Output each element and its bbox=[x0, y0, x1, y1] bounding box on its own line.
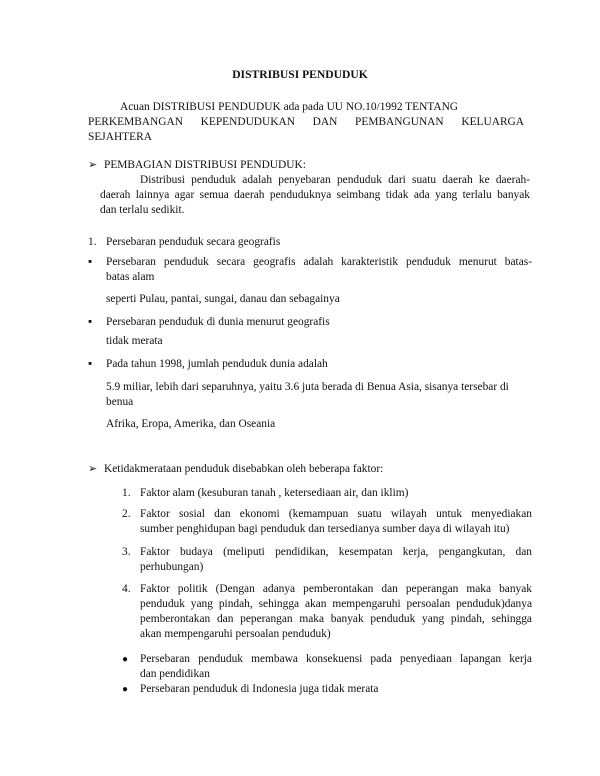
bullet-item bbox=[88, 255, 532, 285]
square-bullet-icon: ▪ bbox=[88, 316, 93, 328]
factor-line-2: sumber penghidupan bagi penduduk dan tersedianya sumber daya di wilayah itu) bbox=[140, 523, 510, 535]
bullet-line-1: Persebaran penduduk secara geografis adalah karakteristik penduduk menurut batas- bbox=[106, 256, 532, 268]
section-heading-pembagian bbox=[88, 158, 306, 173]
bullet-sub-text: tidak merata bbox=[106, 335, 163, 347]
factor-item-1 bbox=[122, 486, 532, 501]
definition-line-1: Distribusi penduduk adalah penyebaran penduduk dari suatu daerah ke daerah- bbox=[140, 174, 530, 186]
intro-line-3: SEJAHTERA bbox=[88, 131, 152, 143]
list-number: 1. bbox=[88, 236, 97, 248]
bullet-item bbox=[88, 315, 532, 330]
factor-line-1: Faktor budaya (meliputi pendidikan, kesempatan kerja, pengangkutan, dan bbox=[140, 546, 532, 558]
dot-bullet-item bbox=[122, 682, 532, 697]
dot-line-1: Persebaran penduduk membawa konsekuensi pada penyediaan lapangan kerja bbox=[140, 653, 532, 665]
section-heading-text: Ketidakmerataan penduduk disebabkan oleh beberapa faktor: bbox=[104, 463, 384, 475]
factor-item-3 bbox=[122, 545, 532, 575]
factor-line-1: Faktor sosial dan ekonomi (kemampuan suatu wilayah untuk menyediakan bbox=[140, 508, 532, 520]
bullet-item bbox=[88, 357, 532, 372]
bullet-line-1: Persebaran penduduk di dunia menurut geografis bbox=[106, 316, 330, 328]
definition-paragraph bbox=[100, 173, 530, 218]
definition-line-2: daerah lainnya agar semua daerah penduduknya seimbang tidak ada yang terlalu banyak bbox=[100, 189, 530, 201]
factor-line-1: Faktor alam (kesuburan tanah , ketersediaan air, dan iklim) bbox=[140, 487, 409, 499]
intro-line-1: Acuan DISTRIBUSI PENDUDUK ada pada UU NO.10/1992 TENTANG bbox=[120, 101, 459, 113]
dot-bullet-icon: ● bbox=[122, 684, 129, 695]
intro-paragraph bbox=[88, 100, 524, 145]
square-bullet-icon: ▪ bbox=[88, 358, 93, 370]
section-heading-text: PEMBAGIAN DISTRIBUSI PENDUDUK: bbox=[104, 159, 306, 171]
numbered-item-1 bbox=[88, 235, 280, 250]
intro-line-2: PERKEMBANGAN KEPENDUDUKAN DAN PEMBANGUNAN KELUARGA bbox=[88, 116, 524, 128]
section-heading-ketidakmerataan bbox=[88, 462, 383, 477]
list-number: 3. bbox=[122, 546, 131, 558]
definition-line-3: dan terlalu sedikit. bbox=[100, 204, 185, 216]
list-number: 2. bbox=[122, 508, 131, 520]
bullet-sub-paragraph bbox=[106, 380, 532, 410]
factor-line-2: penduduk yang pindah, sehingga akan mempengaruhi persoalan penduduk)danya bbox=[140, 598, 532, 610]
factor-item-2 bbox=[122, 507, 532, 537]
factor-line-2: perhubungan) bbox=[140, 561, 204, 573]
square-bullet-icon: ▪ bbox=[88, 256, 93, 268]
dot-line-1: Persebaran penduduk di Indonesia juga tidak merata bbox=[140, 683, 379, 695]
factor-line-3: pemberontakan dan peperangan maka banyak penduduk yang pindah, sehingga bbox=[140, 613, 532, 625]
dot-bullet-item bbox=[122, 652, 532, 682]
list-number: 4. bbox=[122, 583, 131, 595]
document-title: DISTRIBUSI PENDUDUK bbox=[232, 68, 368, 81]
bullet-sub-line-2: benua bbox=[106, 396, 134, 408]
list-number: 1. bbox=[122, 487, 131, 499]
bullet-sub-line-1: 5.9 miliar, lebih dari separuhnya, yaitu 3.6 juta berada di Benua Asia, sisanya tersebar di bbox=[106, 381, 509, 393]
arrow-bullet-icon: ➢ bbox=[88, 159, 98, 171]
dot-bullet-icon: ● bbox=[122, 654, 129, 665]
dot-line-2: dan pendidikan bbox=[140, 668, 210, 680]
bullet-line-2: batas alam bbox=[106, 271, 155, 283]
bullet-line-1: Pada tahun 1998, jumlah penduduk dunia adalah bbox=[106, 358, 328, 370]
factor-line-4: akan mempengaruhi persoalan penduduk) bbox=[140, 628, 331, 640]
arrow-bullet-icon: ➢ bbox=[88, 463, 98, 475]
list-item-text: Persebaran penduduk secara geografis bbox=[106, 236, 281, 248]
factor-item-4 bbox=[122, 582, 532, 642]
factor-line-1: Faktor politik (Dengan adanya pemberontakan dan peperangan maka banyak bbox=[140, 583, 532, 595]
bullet-sub-text-2: Afrika, Eropa, Amerika, dan Oseania bbox=[106, 418, 276, 430]
bullet-sub-text: seperti Pulau, pantai, sungai, danau dan sebagainya bbox=[106, 293, 340, 305]
